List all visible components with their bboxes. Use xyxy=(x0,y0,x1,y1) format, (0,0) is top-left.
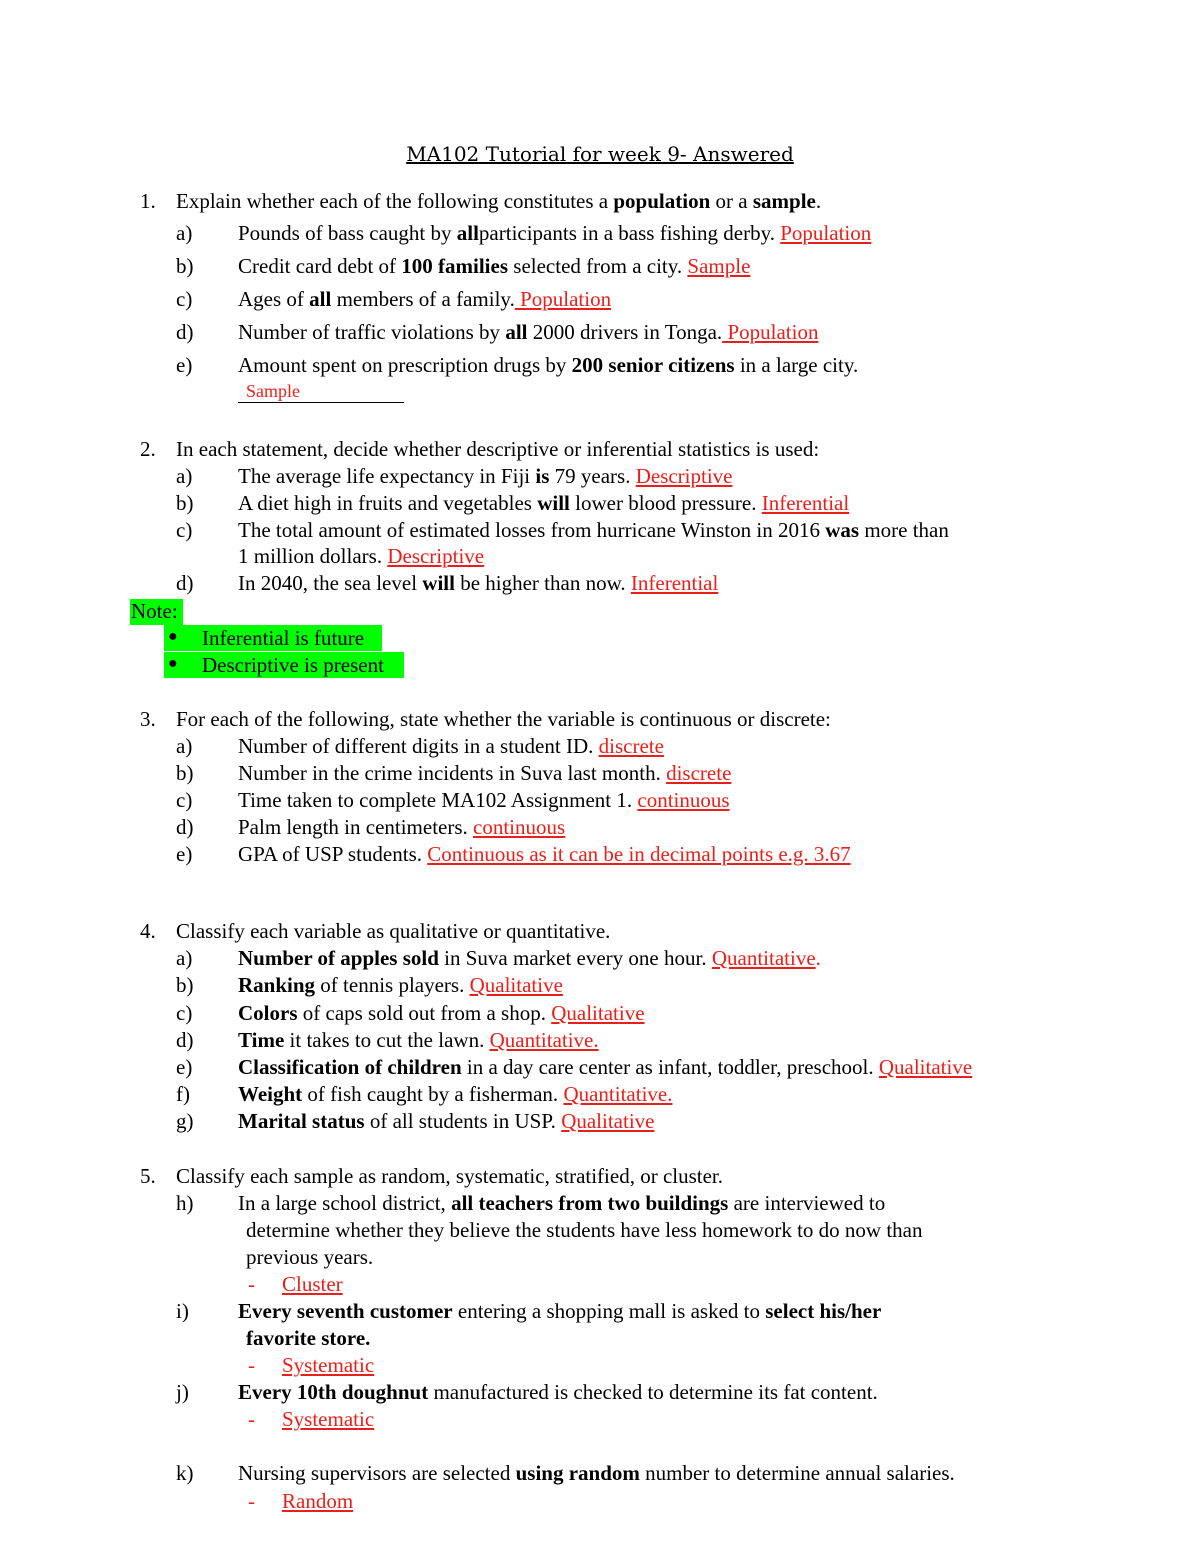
q3-item-a: Number of different digits in a student ID. discrete xyxy=(238,734,664,758)
answer: Sample xyxy=(687,254,751,278)
answer: Population xyxy=(514,287,612,311)
note-label: Note: xyxy=(131,599,178,623)
answer: Quantitative. xyxy=(489,1028,599,1052)
q2-item-c: The total amount of estimated losses from hurricane Winston in 2016 was more than xyxy=(238,518,949,542)
q3-item-label: e) xyxy=(176,842,193,866)
q3-number: 3. xyxy=(140,707,156,731)
answer: Cluster xyxy=(282,1272,343,1296)
q2-item-label: c) xyxy=(176,518,193,542)
q5-item-j: Every 10th doughnut manufactured is checked to determine its fat content. xyxy=(238,1380,878,1404)
bullet-icon: ● xyxy=(168,628,178,645)
q3-item-e: GPA of USP students. Continuous as it can be in decimal points e.g. 3.67 xyxy=(238,842,851,866)
q1-item-label: d) xyxy=(176,320,194,344)
q4-item-label: g) xyxy=(176,1109,194,1133)
q5-item-i-cont: favorite store. xyxy=(246,1326,371,1350)
q2-item-c-cont: 1 million dollars. Descriptive xyxy=(238,544,485,568)
answer: continuous xyxy=(637,788,730,812)
answer: Qualitative xyxy=(469,973,563,997)
q3-item-label: a) xyxy=(176,734,193,758)
q5-item-i: Every seventh customer entering a shopping mall is asked to select his/her xyxy=(238,1299,882,1323)
q3-item-label: b) xyxy=(176,761,194,785)
q1-item-e: Amount spent on prescription drugs by 200 senior citizens in a large city. xyxy=(238,353,859,377)
q5-item-label: i) xyxy=(176,1299,189,1323)
answer: Quantitative xyxy=(711,946,816,970)
answer: continuous xyxy=(473,815,566,839)
q3-item-c: Time taken to complete MA102 Assignment 1. continuous xyxy=(238,788,730,812)
q3-item-d: Palm length in centimeters. continuous xyxy=(238,815,566,839)
note-bullet: Inferential is future xyxy=(202,626,365,650)
answer: Qualitative xyxy=(551,1001,645,1025)
q1-item-label: b) xyxy=(176,254,194,278)
q4-item-f: Weight of fish caught by a fisherman. Quantitative. xyxy=(238,1082,673,1106)
answer: Population xyxy=(780,221,872,245)
answer: Qualitative xyxy=(561,1109,655,1133)
q4-item-a: Number of apples sold in Suva market every one hour. Quantitative. xyxy=(238,946,821,970)
answer: Systematic xyxy=(282,1407,375,1431)
q1-item-label: e) xyxy=(176,353,193,377)
q2-stem: In each statement, decide whether descriptive or inferential statistics is used: xyxy=(176,437,820,461)
q3-item-b: Number in the crime incidents in Suva last month. discrete xyxy=(238,761,732,785)
q2-item-b: A diet high in fruits and vegetables will lower blood pressure. Inferential xyxy=(238,491,850,515)
answer: Systematic xyxy=(282,1353,375,1377)
q1-item-b: Credit card debt of 100 families selected from a city. Sample xyxy=(238,254,751,278)
q5-item-label: h) xyxy=(176,1191,194,1215)
q4-item-label: e) xyxy=(176,1055,193,1079)
q1-item-d: Number of traffic violations by all 2000 drivers in Tonga. Population xyxy=(238,320,819,344)
q2-number: 2. xyxy=(140,437,156,461)
q4-item-label: a) xyxy=(176,946,193,970)
page-title: MA102 Tutorial for week 9- Answered xyxy=(406,142,794,166)
answer: Random xyxy=(282,1489,354,1513)
q1-item-a: Pounds of bass caught by allparticipants in a bass fishing derby. Population xyxy=(238,221,872,245)
dash: - xyxy=(248,1407,255,1431)
bullet-icon: ● xyxy=(168,655,178,672)
q2-item-label: a) xyxy=(176,464,193,488)
q5-item-label: k) xyxy=(176,1461,194,1485)
q1-number: 1. xyxy=(140,189,156,213)
note-bullet: Descriptive is present xyxy=(202,653,384,677)
q2-item-label: b) xyxy=(176,491,194,515)
q5-item-label: j) xyxy=(176,1380,189,1404)
q4-number: 4. xyxy=(140,919,156,943)
q4-item-e: Classification of children in a day care center as infant, toddler, preschool. Qualitative xyxy=(238,1055,973,1079)
answer-underline xyxy=(238,402,404,403)
answer: discrete xyxy=(666,761,732,785)
q4-item-label: f) xyxy=(176,1082,190,1106)
q1-stem: Explain whether each of the following constitutes a population or a sample. xyxy=(176,189,822,213)
q5-item-h-cont: determine whether they believe the students have less homework to do now than xyxy=(246,1218,923,1242)
q4-stem: Classify each variable as qualitative or quantitative. xyxy=(176,919,611,943)
q5-stem: Classify each sample as random, systematic, stratified, or cluster. xyxy=(176,1164,724,1188)
q5-item-k: Nursing supervisors are selected using random number to determine annual salaries. xyxy=(238,1461,955,1485)
q4-item-g: Marital status of all students in USP. Qualitative xyxy=(238,1109,655,1133)
answer: Population xyxy=(722,320,819,344)
q5-number: 5. xyxy=(140,1164,156,1188)
q3-item-label: d) xyxy=(176,815,194,839)
answer: Descriptive xyxy=(635,464,733,488)
dash: - xyxy=(248,1489,255,1513)
q1-item-c: Ages of all members of a family. Population xyxy=(238,287,612,311)
q2-item-a: The average life expectancy in Fiji is 79 years. Descriptive xyxy=(238,464,733,488)
q2-item-label: d) xyxy=(176,571,194,595)
q4-item-b: Ranking of tennis players. Qualitative xyxy=(238,973,563,997)
dash: - xyxy=(248,1272,255,1296)
answer: Continuous as it can be in decimal points e.g. 3.67 xyxy=(427,842,851,866)
answer: Inferential xyxy=(630,571,719,595)
answer: Sample xyxy=(246,381,300,401)
q4-item-label: d) xyxy=(176,1028,194,1052)
answer: Inferential xyxy=(761,491,850,515)
q4-item-label: b) xyxy=(176,973,194,997)
dash: - xyxy=(248,1353,255,1377)
q3-stem: For each of the following, state whether the variable is continuous or discrete: xyxy=(176,707,831,731)
q2-item-d: In 2040, the sea level will be higher than now. Inferential xyxy=(238,571,719,595)
answer: Quantitative. xyxy=(563,1082,673,1106)
q4-item-d: Time it takes to cut the lawn. Quantitative. xyxy=(238,1028,599,1052)
q4-item-c: Colors of caps sold out from a shop. Qualitative xyxy=(238,1001,645,1025)
answer: discrete xyxy=(598,734,664,758)
q5-item-h-cont: previous years. xyxy=(246,1245,374,1269)
q5-item-h: In a large school district, all teachers from two buildings are interviewed to xyxy=(238,1191,886,1215)
answer: Qualitative xyxy=(878,1055,973,1079)
answer: Descriptive xyxy=(387,544,485,568)
q1-item-label: c) xyxy=(176,287,193,311)
q1-item-label: a) xyxy=(176,221,193,245)
q3-item-label: c) xyxy=(176,788,193,812)
q4-item-label: c) xyxy=(176,1001,193,1025)
